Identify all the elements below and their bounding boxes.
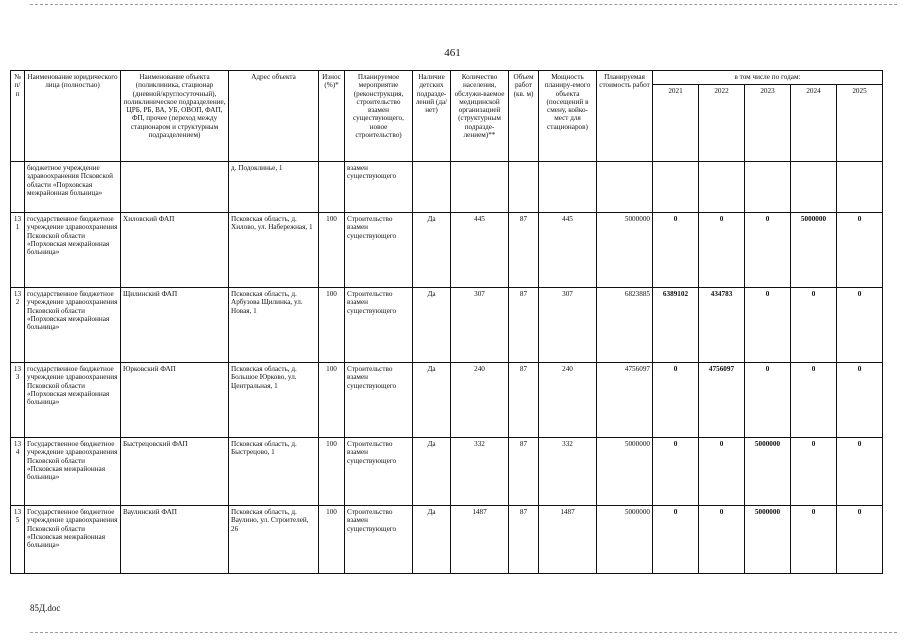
header-capacity: Мощность планиру-емого объекта (посещений в смену, койко-мест для стационаров)	[539, 71, 597, 162]
cell-population: 332	[451, 438, 509, 506]
cell-wear: 100	[319, 363, 345, 438]
cell-volume: 87	[509, 363, 539, 438]
cell-cost: 4756097	[597, 363, 653, 438]
cell-address: Псковская область, д. Ваулино, ул. Строителей, 26	[229, 506, 319, 574]
table-row	[11, 213, 883, 288]
cell-address: Псковская область, д. Хилово, ул. Набережная, 1	[229, 213, 319, 288]
cell-volume: 87	[509, 213, 539, 288]
cell-capacity: 1487	[539, 506, 597, 574]
cell-volume: 87	[509, 438, 539, 506]
cell-2023: 0	[745, 363, 791, 438]
cell-2022: 0	[699, 213, 745, 288]
cell-2025: 0	[837, 213, 883, 288]
cell-2025: 0	[837, 506, 883, 574]
table-row	[11, 288, 883, 363]
cell-cost: 6823885	[597, 288, 653, 363]
cell-capacity: 332	[539, 438, 597, 506]
cell-2023: 0	[745, 213, 791, 288]
cell-num: 132	[11, 288, 25, 363]
cell-children: Да	[413, 288, 451, 363]
cell-address: Псковская область, д. Быстрецово, 1	[229, 438, 319, 506]
page-number: 461	[444, 47, 461, 59]
cell-capacity: 445	[539, 213, 597, 288]
cell-2021: 0	[653, 363, 699, 438]
header-wear: Износ (%)*	[319, 71, 345, 162]
cell-volume: 87	[509, 506, 539, 574]
cell-wear: 100	[319, 213, 345, 288]
header-num: № п/п	[11, 71, 25, 162]
table-row	[11, 438, 883, 506]
cell-event: Строительство взамен существующего	[345, 506, 413, 574]
table-row	[11, 506, 883, 574]
cell-population: 240	[451, 363, 509, 438]
cell-2022: 0	[699, 438, 745, 506]
cell-children: Да	[413, 506, 451, 574]
cell-org: государственное бюджетное учреждение здравоохранения Псковской области «Порховская межрайонная больница»	[25, 213, 121, 288]
cell-cost: 5000000	[597, 506, 653, 574]
cell-num: 133	[11, 363, 25, 438]
header-year-2022: 2022	[699, 85, 745, 162]
cell-cost: 5000000	[597, 438, 653, 506]
cell-2023: 0	[745, 288, 791, 363]
cell-event: взамен существующего	[345, 162, 413, 213]
cell-num: 131	[11, 213, 25, 288]
cell-2021: 0	[653, 438, 699, 506]
cell-object: Хиловский ФАП	[121, 213, 229, 288]
table-row	[11, 363, 883, 438]
cell-org: государственное бюджетное учреждение здравоохранения Псковской области «Порховская межрайонная больница»	[25, 288, 121, 363]
cell-wear: 100	[319, 438, 345, 506]
cell-wear: 100	[319, 288, 345, 363]
cell-children: Да	[413, 213, 451, 288]
cell-2022: 434783	[699, 288, 745, 363]
bottom-scan-edge	[30, 632, 897, 633]
cell-org: Государственное бюджетное учреждение здравоохранения Псковской области «Псковская межрайонная больница»	[25, 438, 121, 506]
cell-event: Строительство взамен существующего	[345, 288, 413, 363]
cell-address: Псковская область, д. Большое Юрково, ул. Центральная, 1	[229, 363, 319, 438]
cell-2025: 0	[837, 363, 883, 438]
header-org: Наименование юридического лица (полностью)	[25, 71, 121, 162]
cell-capacity: 307	[539, 288, 597, 363]
cell-event: Строительство взамен существующего	[345, 363, 413, 438]
cell-event: Строительство взамен существующего	[345, 213, 413, 288]
cell-object: Ваулинский ФАП	[121, 506, 229, 574]
cell-population: 1487	[451, 506, 509, 574]
header-object: Наименование объекта (поликлиника, стационар (дневной/круглосуточный), поликлиническое подразделение, ЦРБ, РБ, ВА, УБ, ОВОП, ФАП, ФП, прочее (переход между стационаром и структурным подразделением)	[121, 71, 229, 162]
cell-2025: 0	[837, 288, 883, 363]
header-address: Адрес объекта	[229, 71, 319, 162]
cell-volume: 87	[509, 288, 539, 363]
header-year-2023: 2023	[745, 85, 791, 162]
cell-children: Да	[413, 438, 451, 506]
header-cost: Планируемая стоимость работ	[597, 71, 653, 162]
cell-object: Юрковский ФАП	[121, 363, 229, 438]
cell-address: Псковская область, д. Арбузова Щилинка, ул. Новая, 1	[229, 288, 319, 363]
cell-2023: 5000000	[745, 506, 791, 574]
header-event: Планируемое мероприятие (реконструкция, строительство взамен существующего, новое строительство)	[345, 71, 413, 162]
cell-object: Щилинский ФАП	[121, 288, 229, 363]
cell-event: Строительство взамен существующего	[345, 438, 413, 506]
cell-org: бюджетное учреждение здравоохранения Псковской области «Порховская межрайонная больница»	[25, 162, 121, 213]
cell-2021: 0	[653, 213, 699, 288]
cell-2024: 0	[791, 438, 837, 506]
header-year-2021: 2021	[653, 85, 699, 162]
top-scan-edge	[30, 4, 897, 5]
cell-2024: 0	[791, 363, 837, 438]
header-years-group: в том числе по годам:	[653, 71, 883, 85]
footer-filename: 85Д.doc	[30, 603, 61, 613]
cell-population: 307	[451, 288, 509, 363]
cell-2023: 5000000	[745, 438, 791, 506]
facilities-table	[10, 70, 883, 574]
cell-capacity: 240	[539, 363, 597, 438]
cell-object: Быстрецовский ФАП	[121, 438, 229, 506]
cell-cost: 5000000	[597, 213, 653, 288]
table-row-continuation	[11, 162, 883, 213]
cell-2024: 0	[791, 506, 837, 574]
cell-2024: 5000000	[791, 213, 837, 288]
cell-wear: 100	[319, 506, 345, 574]
header-population: Количество населения, обслужи-ваемое медицинской организацией (структурным подразде-лением)**	[451, 71, 509, 162]
cell-address: д. Подоклинье, 1	[229, 162, 319, 213]
cell-org: Государственное бюджетное учреждение здравоохранения Псковской области «Псковская межрайонная больница»	[25, 506, 121, 574]
cell-2021: 0	[653, 506, 699, 574]
cell-org: государственное бюджетное учреждение здравоохранения Псковской области «Порховская межрайонная больница»	[25, 363, 121, 438]
cell-2025: 0	[837, 438, 883, 506]
cell-2024: 0	[791, 288, 837, 363]
header-children: Наличие детских подразде-лений (да/нет)	[413, 71, 451, 162]
header-volume: Объем работ (кв. м)	[509, 71, 539, 162]
cell-2021: 6389102	[653, 288, 699, 363]
cell-num: 135	[11, 506, 25, 574]
cell-population: 445	[451, 213, 509, 288]
cell-children: Да	[413, 363, 451, 438]
header-year-2024: 2024	[791, 85, 837, 162]
cell-2022: 4756097	[699, 363, 745, 438]
cell-num: 134	[11, 438, 25, 506]
cell-2022: 0	[699, 506, 745, 574]
header-year-2025: 2025	[837, 85, 883, 162]
